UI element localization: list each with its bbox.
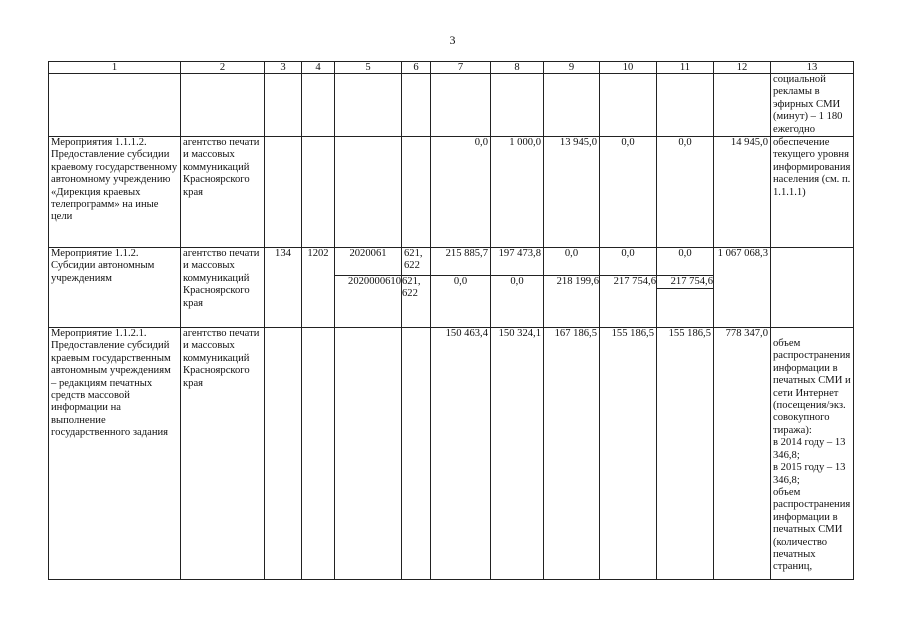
value-cell: 0,0	[431, 275, 491, 288]
split-cell	[657, 248, 714, 328]
indicator-cell: социальной рекламы в эфирных СМИ (минут) – 1 180 ежегодно	[771, 74, 854, 137]
column-number: 5	[335, 62, 402, 74]
indicator-line: объем распространения информации в печатных СМИ и сети Интернет (посещения/экз. совокупного тиража):	[773, 338, 851, 436]
indicator-line: в 2014 году – 13 346,8;	[773, 437, 846, 461]
split-cell	[544, 248, 600, 328]
table-row-1112	[49, 137, 854, 248]
column-number: 3	[265, 62, 302, 74]
page-number: 3	[449, 33, 456, 47]
value-cell: 218 199,6	[544, 275, 600, 288]
value-cell: 0,0	[678, 248, 692, 260]
split-cell	[402, 248, 431, 328]
table-row-continuation	[49, 74, 854, 137]
column-number: 9	[544, 62, 600, 74]
activity-name: Мероприятие 1.1.2.1. Предоставление субсидий краевым государственным автономным учреждениям – редакциям печатных средств массовой информации на выполнение государственного задания	[49, 328, 181, 580]
agency-name: агентство печати и массовых коммуникаций Красноярского края	[181, 137, 265, 248]
value-cell: 0,0	[657, 137, 714, 248]
value-cell: 0,0	[600, 137, 657, 248]
value-cell: 2020061	[349, 248, 387, 260]
value-cell: 215 885,7	[445, 248, 488, 260]
budget-table	[48, 61, 854, 580]
indicator-cell: обеспечение текущего уровня информирования населения (см. п. 1.1.1.1)	[771, 137, 854, 248]
value-cell: 155 186,5	[600, 328, 657, 580]
value-cell: 2020000610	[335, 275, 402, 288]
column-number: 7	[431, 62, 491, 74]
split-cell	[335, 248, 402, 328]
value-cell: 150 463,4	[431, 328, 491, 580]
activity-name: Мероприятия 1.1.1.2. Предоставление субсидии краевому государственному автономному учреждению «Дирекция краевых телепрограмм» на иные цели	[49, 137, 181, 248]
split-cell	[431, 248, 491, 328]
column-number: 6	[402, 62, 431, 74]
column-number: 2	[181, 62, 265, 74]
agency-name: агентство печати и массовых коммуникаций Красноярского края	[181, 248, 265, 328]
value-cell: 0,0	[621, 248, 635, 260]
value-cell: 0,0	[431, 137, 491, 248]
indicator-cell	[771, 328, 854, 580]
total-cell: 1 067 068,3	[714, 248, 771, 328]
column-number: 10	[600, 62, 657, 74]
value-cell: 217 754,6	[657, 275, 714, 289]
value-cell: 0,0	[564, 248, 579, 260]
value-cell: 1202	[302, 248, 335, 328]
column-number: 13	[771, 62, 854, 74]
column-number: 11	[657, 62, 714, 74]
value-cell: 134	[265, 248, 302, 328]
value-cell: 217 754,6	[600, 275, 657, 288]
indicator-line: в 2015 году – 13 346,8;	[773, 462, 846, 486]
value-cell: 1 000,0	[491, 137, 544, 248]
total-cell: 778 347,0	[714, 328, 771, 580]
value-cell: 13 945,0	[544, 137, 600, 248]
column-number: 8	[491, 62, 544, 74]
column-number: 12	[714, 62, 771, 74]
value-cell: 155 186,5	[657, 328, 714, 580]
table-row-1121	[49, 328, 854, 580]
total-cell: 14 945,0	[714, 137, 771, 248]
agency-name: агентство печати и массовых коммуникаций Красноярского края	[181, 328, 265, 580]
value-cell: 197 473,8	[498, 248, 541, 260]
column-number: 1	[49, 62, 181, 74]
column-number: 4	[302, 62, 335, 74]
value-cell: 167 186,5	[544, 328, 600, 580]
split-cell	[600, 248, 657, 328]
indicator-line: объем распространения информации в печатных СМИ (количество печатных страниц,	[773, 486, 851, 573]
value-cell: 0,0	[491, 275, 544, 288]
column-number-row	[49, 62, 854, 74]
value-cell: 150 324,1	[491, 328, 544, 580]
value-cell: 621, 622	[404, 248, 423, 272]
activity-name: Мероприятие 1.1.2. Субсидии автономным учреждениям	[49, 248, 181, 328]
split-cell	[491, 248, 544, 328]
value-cell: 621, 622	[402, 275, 431, 301]
table-row-112	[49, 248, 854, 328]
